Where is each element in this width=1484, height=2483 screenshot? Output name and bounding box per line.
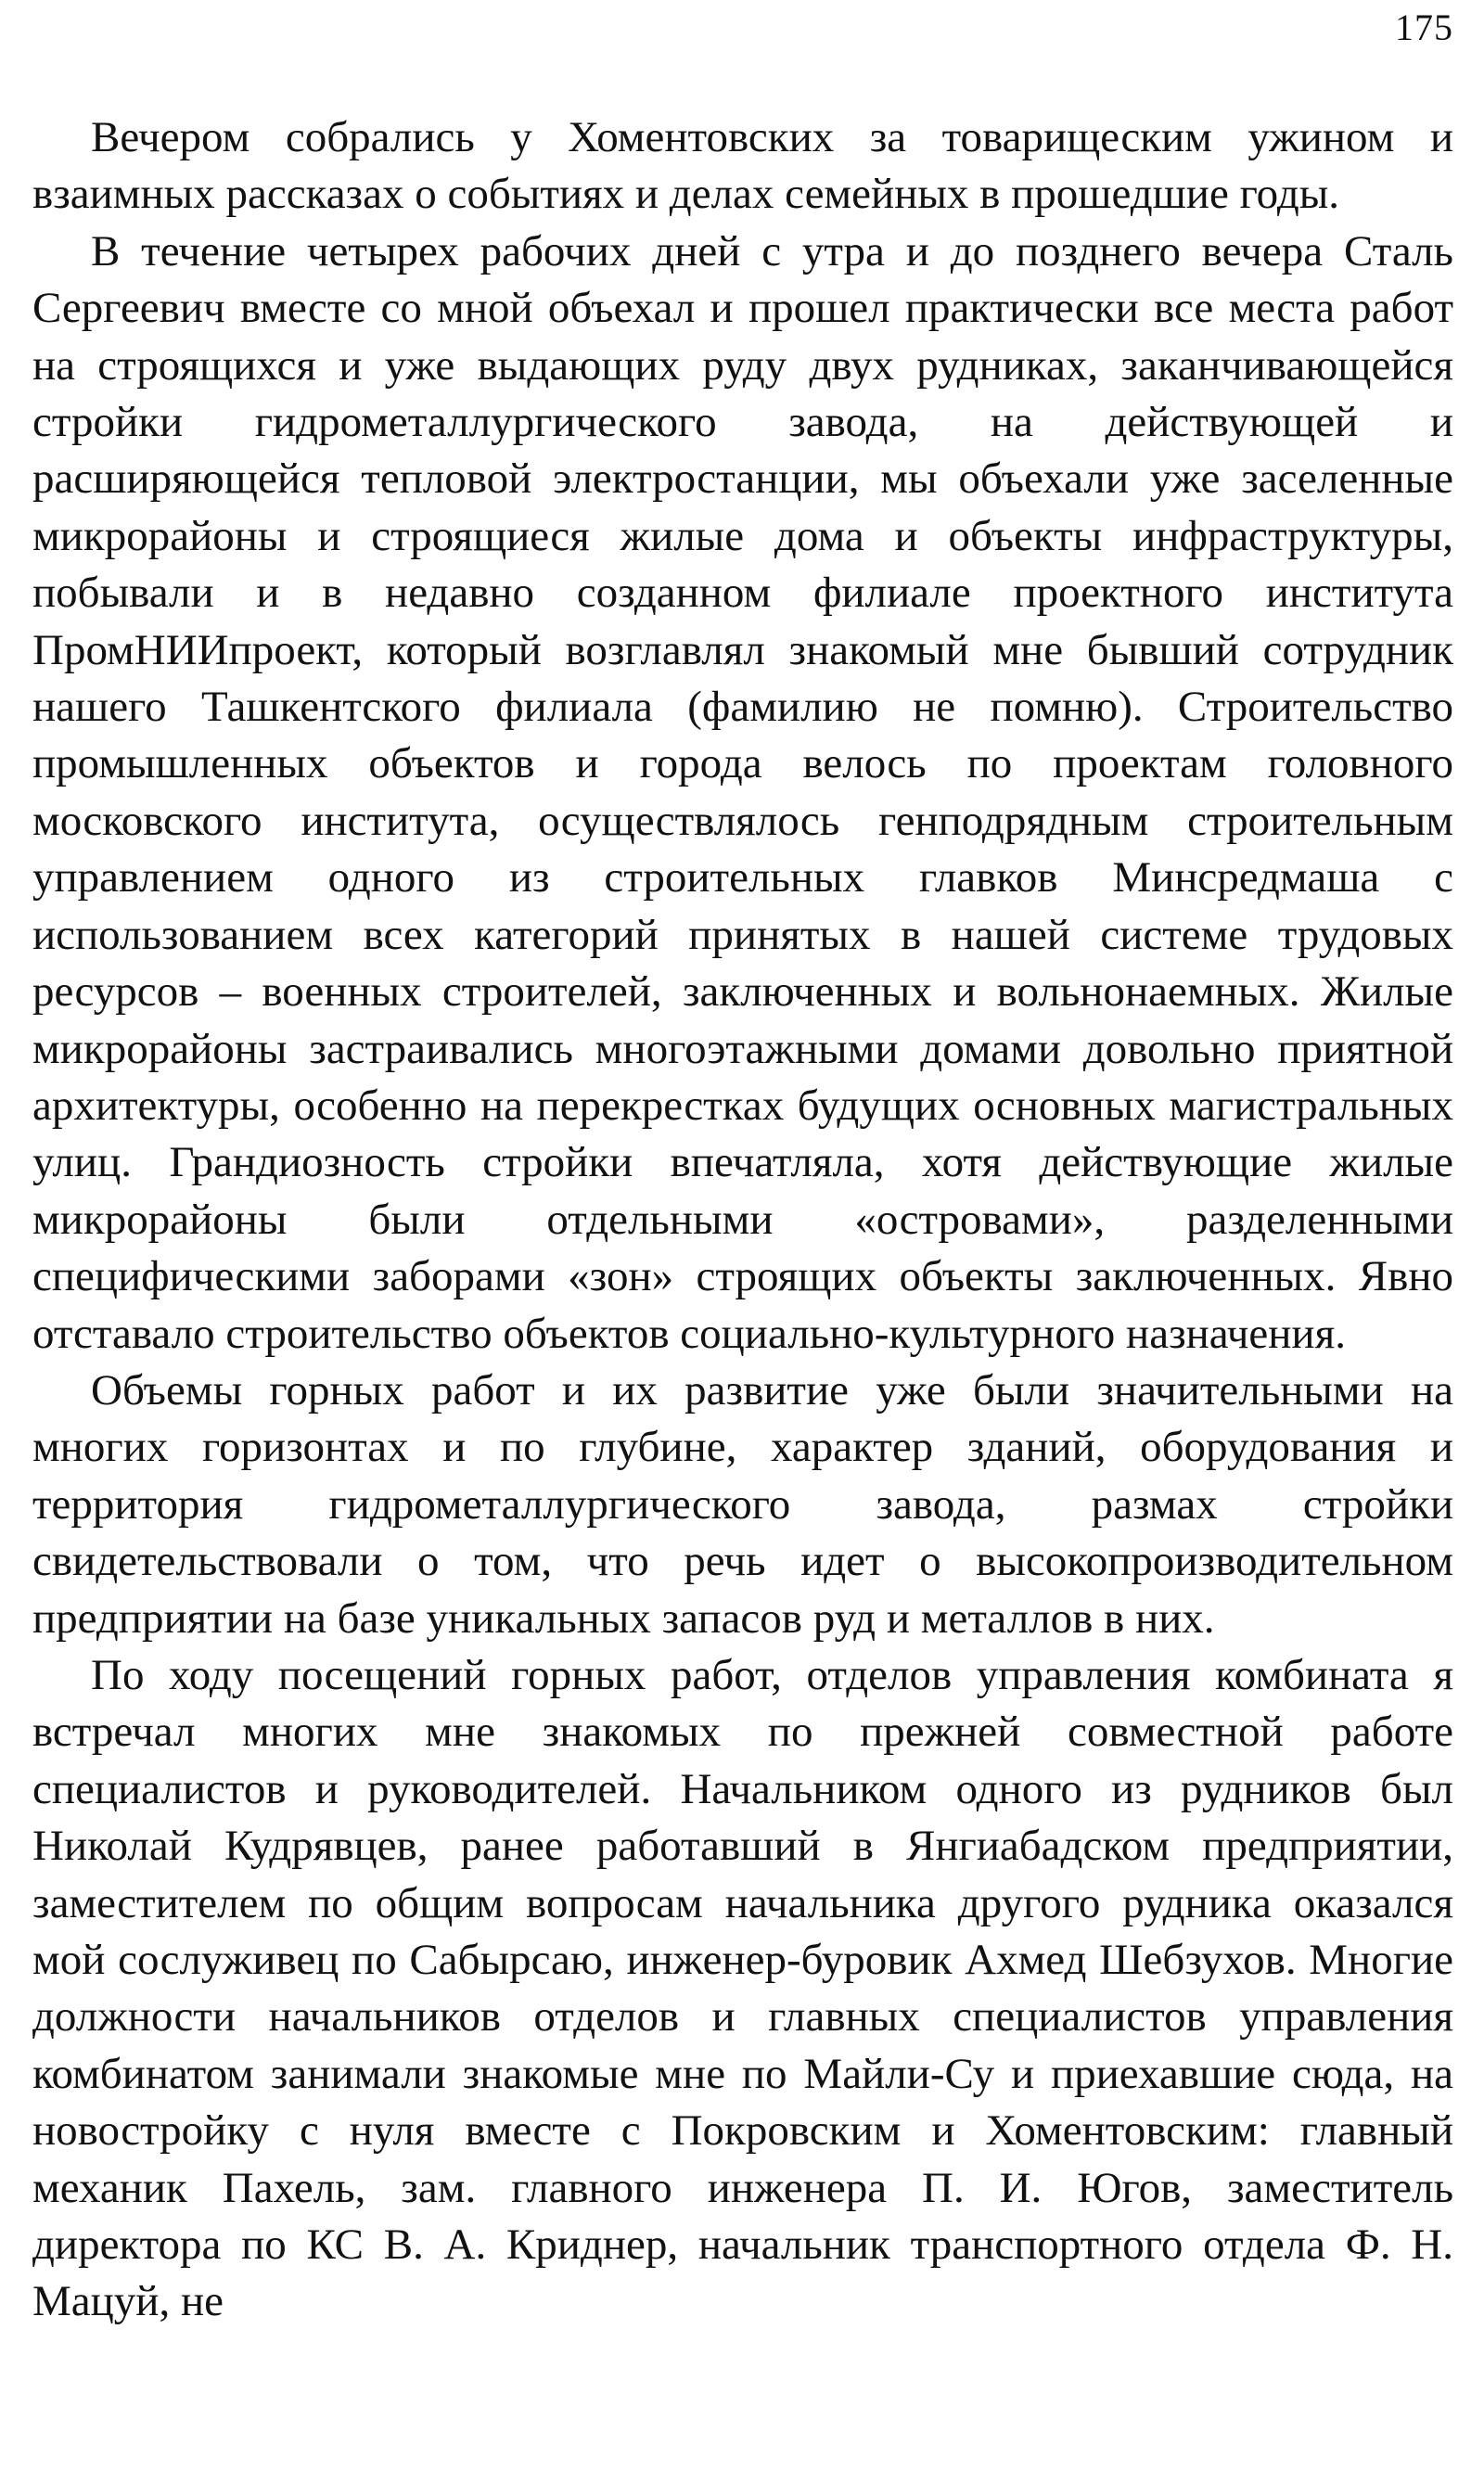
paragraph-2: В течение четырех рабочих дней с утра и до позднего вечера Сталь Сергеевич вместе со мной объехал и прошел практически все места работ на строящихся и уже выдающих руду двух рудниках, заканчивающейся стройки гидрометаллургического завода, на действующей и расширяющейся тепловой электростанции, мы объехали уже заселенные микрорайоны и строящиеся жилые дома и объекты инфраструктуры, побывали и в недавно созданном филиале проектного института ПромНИИпроект, который возглавлял знакомый мне бывший сотрудник нашего Ташкентского филиала (фамилию не помню). Строительство промышленных объектов и города велось по проектам головного московского института, осуществлялось генподрядным строительным управлением одного из строительных главков Минсредмаша с использованием всех категорий принятых в нашей системе трудовых ресурсов – военных строителей, заключенных и вольнонаемных. Жилые микрорайоны застраивались многоэтажными домами довольно приятной архитектуры, особенно на перекрестках будущих основных магистральных улиц. Грандиозность стройки впечатляла, хотя действующие жилые микрорайоны были отдельными «островами», разделенными специфическими заборами «зон» строящих объекты заключенных. Явно отставало строительство объектов социально-культурного назначения. <box>32 226 1453 1358</box>
paragraph-1: Вечером собрались у Хоментовских за товарищеским ужином и взаимных рассказах о событиях и делах семейных в прошедшие годы. <box>32 113 1453 219</box>
paragraph-3: Объемы горных работ и их развитие уже были значительными на многих горизонтах и по глубине, характер зданий, оборудования и территория гидрометаллургического завода, размах стройки свидетельствовали о том, что речь идет о высокопроизводительном предприятии на базе уникальных запасов руд и металлов в них. <box>32 1365 1453 1643</box>
text-body <box>32 109 1453 2331</box>
page-number: 175 <box>1395 6 1453 48</box>
paragraph-4: По ходу посещений горных работ, отделов управления комбината я встречал многих мне знакомых по прежней совместной работе специалистов и руководителей. Начальником одного из рудников был Николай Кудрявцев, ранее работавший в Янгиабадском предприятии, заместителем по общим вопросам начальника другого рудника оказался мой сослуживец по Сабырсаю, инженер-буровик Ахмед Шебзухов. Многие должности начальников отделов и главных специалистов управления комбинатом занимали знакомые мне по Майли-Су и приехавшие сюда, на новостройку с нуля вместе с Покровским и Хоментовским: главный механик Пахель, зам. главного инженера П. И. Югов, заместитель директора по КС В. А. Криднер, начальник транспортного отдела Ф. Н. Мацуй, не <box>32 1650 1453 2326</box>
